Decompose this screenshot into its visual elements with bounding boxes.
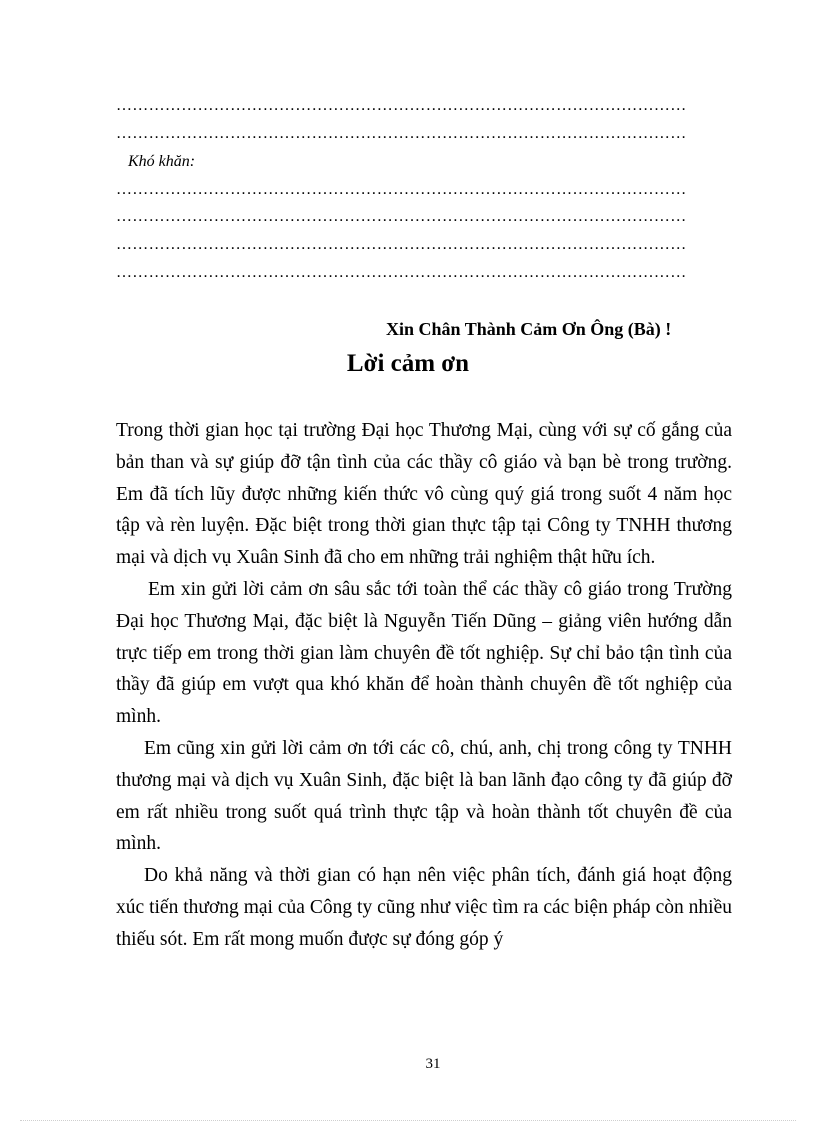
- page-bottom-rule: [20, 1120, 796, 1121]
- dotted-fill-line: ……………………………………………………………………………………………: [116, 181, 687, 198]
- body-text: [116, 415, 732, 956]
- difficulties-label: Khó khăn:: [128, 153, 196, 170]
- dotted-fill-line: ……………………………………………………………………………………………: [116, 125, 687, 142]
- dotted-fill-line: ……………………………………………………………………………………………: [116, 208, 687, 225]
- paragraph: Em xin gửi lời cảm ơn sâu sắc tới toàn thể các thầy cô giáo trong Trường Đại học Thương Mại, đặc biệt là Nguyễn Tiến Dũng – giảng viên hướng dẫn trực tiếp em trong thời gian làm chuyên đề tốt nghiệp. Sự chỉ bảo tận tình của thầy đã giúp em vượt qua khó khăn để hoàn thành chuyên đề tốt nghiệp của mình.: [116, 578, 732, 728]
- paragraph: Do khả năng và thời gian có hạn nên việc phân tích, đánh giá hoạt động xúc tiến thương mại của Công ty cũng như việc tìm ra các biện pháp còn nhiều thiếu sót. Em rất mong muốn được sự đóng góp ý: [116, 865, 732, 950]
- page-title: Lời cảm ơn: [346, 350, 470, 377]
- dotted-fill-line: ……………………………………………………………………………………………: [116, 236, 687, 253]
- dotted-fill-line: ……………………………………………………………………………………………: [116, 264, 687, 281]
- paragraph: Trong thời gian học tại trường Đại học Thương Mại, cùng với sự cố gắng của bản than và sự giúp đỡ tận tình của các thầy cô giáo và bạn bè trong trường. Em đã tích lũy được những kiến thức vô cùng quý giá trong suốt 4 năm học tập và rèn luyện. Đặc biệt trong thời gian thực tập tại Công ty TNHH thương mại và dịch vụ Xuân Sinh đã cho em những trải nghiệm thật hữu ích.: [116, 420, 732, 569]
- page-number: 31: [425, 1056, 441, 1072]
- closing-thanks: Xin Chân Thành Cảm Ơn Ông (Bà) !: [386, 319, 672, 339]
- paragraph: Em cũng xin gửi lời cảm ơn tới các cô, chú, anh, chị trong công ty TNHH thương mại và dịch vụ Xuân Sinh, đặc biệt là ban lãnh đạo công ty đã giúp đỡ em rất nhiều trong suốt quá trình thực tập và hoàn thành tốt chuyên đề của mình.: [116, 737, 732, 855]
- dotted-fill-line: ……………………………………………………………………………………………: [116, 97, 687, 114]
